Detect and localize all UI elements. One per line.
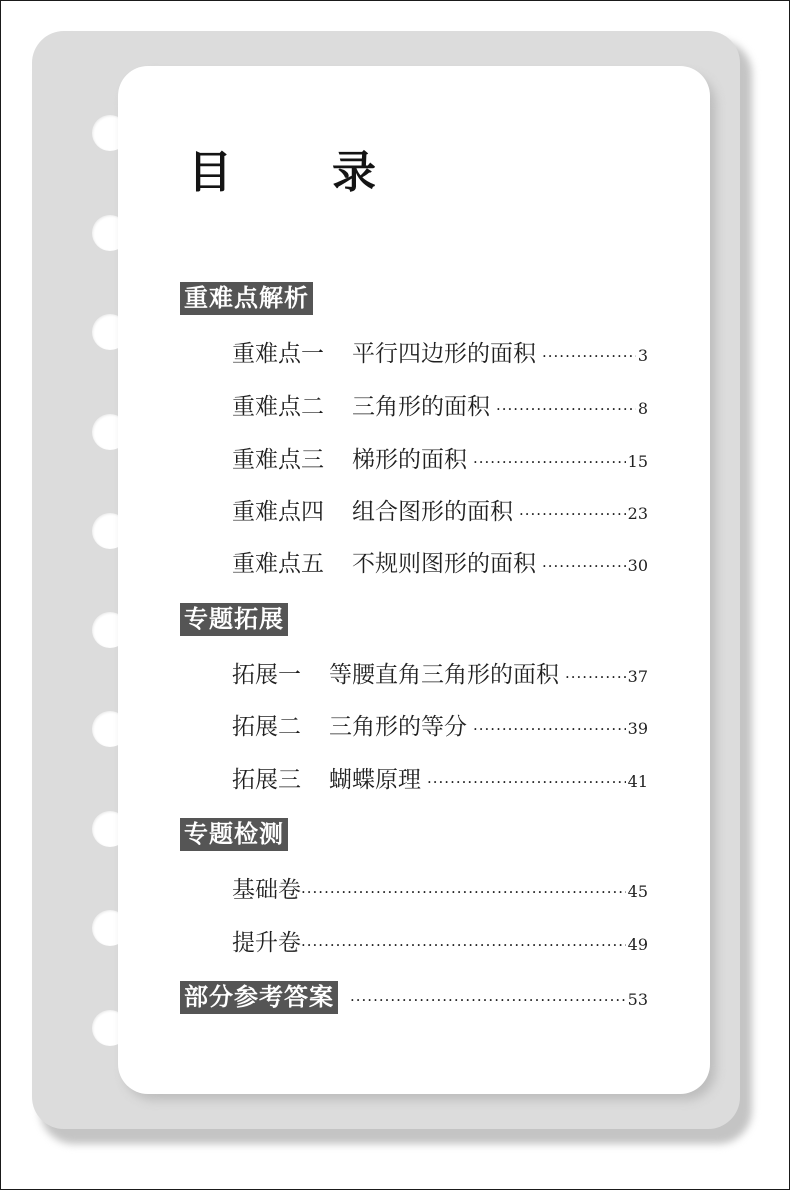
entry-page-number: 45 [627, 882, 648, 901]
entry-prefix: 重难点三 [232, 447, 324, 473]
toc-entry[interactable] [232, 390, 648, 424]
entry-page-number: 53 [627, 990, 648, 1009]
toc-entry[interactable] [232, 873, 648, 907]
toc-entry[interactable] [232, 337, 648, 371]
entry-page-number: 23 [627, 504, 648, 523]
toc-entry[interactable] [232, 926, 648, 960]
dot-leader [519, 497, 626, 531]
entry-title: 提升卷 [232, 930, 301, 956]
entry-prefix: 拓展二 [232, 714, 301, 740]
dot-leader [473, 445, 626, 479]
dot-leader [565, 660, 626, 694]
toc-entry[interactable] [232, 710, 648, 744]
entry-prefix: 重难点一 [232, 341, 324, 367]
entry-title: 组合图形的面积 [352, 499, 513, 525]
toc-entry[interactable] [232, 443, 648, 477]
entry-page-number: 41 [627, 772, 648, 791]
entry-title: 梯形的面积 [352, 447, 467, 473]
entry-page-number: 8 [637, 399, 648, 418]
toc-entry[interactable] [232, 495, 648, 529]
entry-title: 平行四边形的面积 [352, 341, 536, 367]
page-title: 目 录 [188, 147, 404, 198]
entry-prefix: 重难点五 [232, 551, 324, 577]
entry-page-number: 15 [627, 452, 648, 471]
entry-page-number: 30 [627, 556, 648, 575]
entry-title: 三角形的等分 [329, 714, 467, 740]
toc-entry-answers[interactable] [180, 981, 648, 1015]
toc-entry[interactable] [232, 658, 648, 692]
entry-title: 基础卷 [232, 877, 301, 903]
entry-prefix: 重难点四 [232, 499, 324, 525]
section-label-tests: 专题检测 [180, 818, 288, 851]
dot-leader [473, 712, 626, 746]
dot-leader [542, 339, 636, 373]
entry-title: 三角形的面积 [352, 394, 490, 420]
dot-leader [350, 983, 626, 1017]
entry-page-number: 37 [627, 667, 648, 686]
entry-title: 等腰直角三角形的面积 [329, 662, 559, 688]
entry-prefix: 拓展三 [232, 767, 301, 793]
entry-page-number: 3 [637, 346, 648, 365]
dot-leader [301, 928, 626, 962]
entry-prefix: 重难点二 [232, 394, 324, 420]
toc-entry[interactable] [232, 547, 648, 581]
toc-entry[interactable] [232, 763, 648, 797]
section-label-answers: 部分参考答案 [180, 981, 338, 1014]
entry-title: 蝴蝶原理 [329, 767, 421, 793]
toc-card [118, 66, 710, 1094]
dot-leader [542, 549, 626, 583]
entry-page-number: 49 [627, 935, 648, 954]
dot-leader [496, 392, 636, 426]
entry-page-number: 39 [627, 719, 648, 738]
dot-leader [301, 875, 626, 909]
section-label-extensions: 专题拓展 [180, 603, 288, 636]
section-label-key-points: 重难点解析 [180, 282, 313, 315]
dot-leader [427, 765, 626, 799]
entry-title: 不规则图形的面积 [352, 551, 536, 577]
entry-prefix: 拓展一 [232, 662, 301, 688]
